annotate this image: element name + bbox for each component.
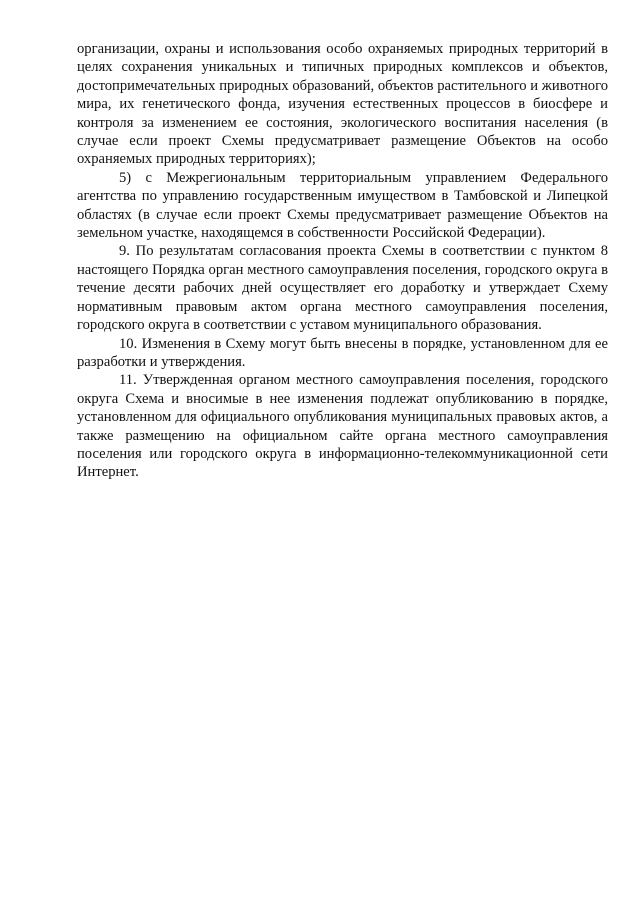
paragraph-item-10: 10. Изменения в Схему могут быть внесены в порядке, установленном для ее разработки и утверждения. (77, 335, 608, 370)
paragraph-item-11: 11. Утвержденная органом местного самоуправления поселения, городского округа Схема и вносимые в нее изменения подлежат опубликованию в порядке, установленном для официального опубликования муниципальных правовых актов, а также размещению на официальном сайте органа местного самоуправления поселения или городского округа в информационно-телекоммуникационной сети Интернет. (77, 372, 608, 481)
paragraph-continuation: организации, охраны и использования особо охраняемых природных территорий в целях сохранения уникальных и типичных природных комплексов и объектов, достопримечательных природных образований, объектов растительного и животного мира, их генетического фонда, изучения естественных процессов в биосфере и контроля за изменением ее состояния, экологического воспитания населения (в случае если проект Схемы предусматривает размещение Объектов на особо охраняемых природных территориях); (77, 41, 608, 168)
paragraph-item-9: 9. По результатам согласования проекта Схемы в соответствии с пунктом 8 настоящего Порядка орган местного самоуправления поселения, городского округа в течение десяти рабочих дней осуществляет его доработку и утверждает Схему нормативным правовым актом органа местного самоуправления поселения, городского округа в соответствии с уставом муниципального образования. (77, 243, 608, 334)
document-body (77, 40, 608, 482)
paragraph-item-5: 5) с Межрегиональным территориальным управлением Федерального агентства по управлению государственным имуществом в Тамбовской и Липецкой областях (в случае если проект Схемы предусматривает размещение Объектов на земельном участке, находящемся в собственности Российской Федерации). (77, 169, 608, 242)
